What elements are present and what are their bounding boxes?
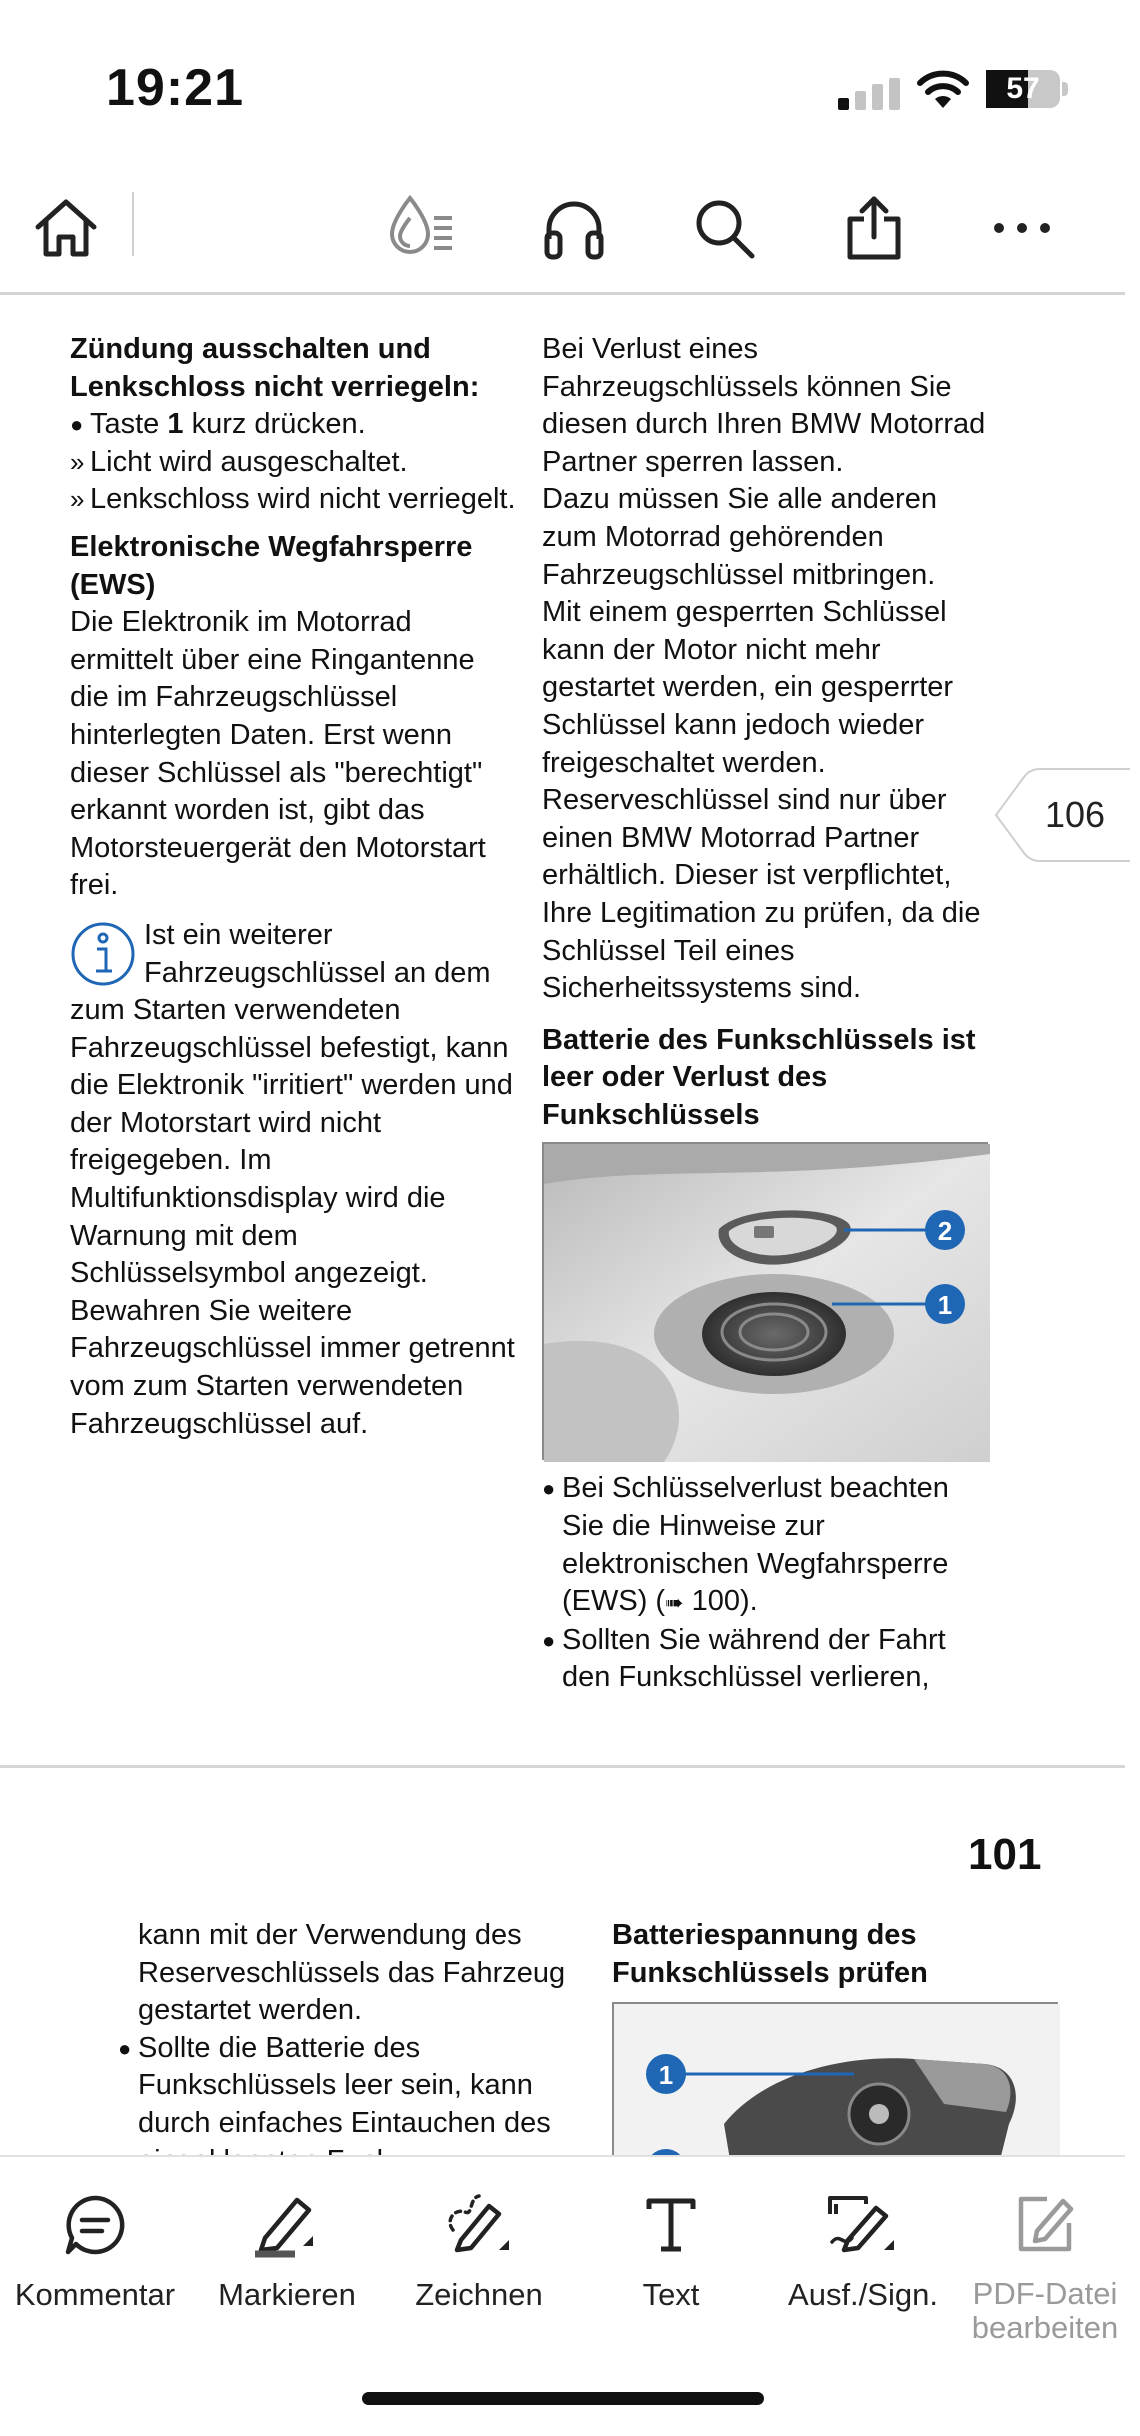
paragraph: Bei Verlust eines Fahrzeugschlüssels können Sie diesen durch Ihren BMW Motorrad Partner sperren lassen. <box>542 333 986 478</box>
search-icon[interactable] <box>686 190 762 266</box>
read-aloud-icon[interactable] <box>384 190 460 266</box>
page-tab-number: 106 <box>1044 794 1106 835</box>
battery-icon <box>986 70 1068 108</box>
top-toolbar <box>0 170 1125 290</box>
paragraph: Dazu müssen Sie alle anderen zum Motorrad gehörenden Fahrzeugschlüssel mitbringen. <box>542 483 937 591</box>
paragraph: Bewahren Sie weitere Fahrzeugschlüssel immer getrennt vom zum Starten verwendeten Fahrzeugschlüssel auf. <box>70 1294 515 1440</box>
page-divider <box>0 1765 1125 1768</box>
paragraph: Mit einem gesperrten Schlüssel kann der Motor nicht mehr gestartet werden, ein gesperrter Schlüssel kann jedoch wieder freigeschaltet werden. <box>542 596 954 779</box>
fill-sign-icon <box>825 2187 901 2263</box>
tool-highlight[interactable]: Markieren <box>192 2187 382 2313</box>
result-item: » Licht wird ausgeschaltet. <box>70 445 408 478</box>
cellular-signal-icon <box>838 78 900 110</box>
section-heading: Batteriespannung des Funkschlüssels prüfen <box>612 1919 928 1989</box>
headphones-icon[interactable] <box>536 190 612 266</box>
cross-reference-arrow: ➠ <box>665 1590 684 1616</box>
highlight-icon <box>249 2187 325 2263</box>
callout-2: 2 <box>937 1216 953 1247</box>
document-viewer[interactable] <box>0 295 1125 2155</box>
draw-icon <box>441 2187 517 2263</box>
callout-1: 1 <box>658 2060 674 2091</box>
comment-icon <box>57 2187 133 2263</box>
paragraph: kann mit der Verwendung des Reserveschlüssels das Fahrzeug gestartet werden. <box>138 1919 566 2027</box>
page-top-right-column <box>542 331 992 1697</box>
result-item: » Lenkschloss wird nicht verriegelt. <box>70 483 516 516</box>
list-item: ● Taste 1 kurz drücken. <box>70 408 366 441</box>
status-bar <box>0 0 1125 160</box>
more-icon[interactable] <box>984 190 1060 266</box>
battery-level: 57 <box>1006 72 1040 105</box>
home-indicator[interactable] <box>362 2392 764 2405</box>
home-icon[interactable] <box>28 190 104 266</box>
edit-pdf-icon <box>1007 2187 1083 2263</box>
key-holder-figure <box>542 1142 988 1460</box>
list-item: ● Sollten Sie während der Fahrt den Funkschlüssel verlieren, <box>542 1623 946 1694</box>
wifi-icon <box>916 68 970 110</box>
page-tab[interactable] <box>990 767 1130 863</box>
section-heading: Elektronische Wegfahrsperre (EWS) <box>70 530 473 601</box>
callout-1: 1 <box>937 1290 953 1321</box>
tool-fill-sign[interactable]: Ausf./Sign. <box>768 2187 958 2313</box>
section-heading: Batterie des Funkschlüssels ist leer oder Verlust des Funkschlüssels <box>542 1023 976 1131</box>
tool-text[interactable]: Text <box>576 2187 766 2313</box>
paragraph: Die Elektronik im Motorrad ermittelt über eine Ringantenne die im Fahrzeugschlüssel hinterlegten Daten. Erst wenn dieser Schlüssel als "berechtigt" erkannt worden ist, gibt das Motorsteuergerät den Motorstart frei. <box>70 606 486 902</box>
list-item: ● Sollte die Batterie des Funkschlüssels leer sein, kann durch einfaches Eintauchen des <box>118 2031 551 2139</box>
info-icon <box>70 921 136 987</box>
tool-draw[interactable]: Zeichnen <box>384 2187 574 2313</box>
share-icon[interactable] <box>836 190 912 266</box>
paragraph: Reserveschlüssel sind nur über einen BMW Motorrad Partner erhältlich. Dieser ist verpflichtet, Ihre Legitimation zu prüfen, da die Schlüssel Teil eines Sicherheitssystems sind. <box>542 784 981 1005</box>
info-note: Ist ein weiterer Fahrzeugschlüssel an dem zum Starten verwendeten Fahrzeugschlüssel befestigt, kann die Elektronik "irritiert" werden und der Motorstart wird nicht freigegeben. Im Multifunktionsdisplay wird die Warnung mit dem Schlüsselsymbol angezeigt. <box>70 918 513 1290</box>
toolbar-separator <box>132 192 134 256</box>
page-number: 101 <box>968 1830 1042 1879</box>
page-bottom-right-column <box>612 1917 1062 2182</box>
list-item: ● Bei Schlüsselverlust beachten Sie die Hinweise zur elektronischen Wegfahrsperre (EWS) (➠ 100). <box>542 1472 949 1618</box>
section-heading: Zündung ausschalten und Lenkschloss nicht verriegeln: <box>70 333 480 403</box>
status-time: 19:21 <box>106 59 244 117</box>
tool-edit-pdf[interactable]: PDF-Datei bearbeiten <box>960 2187 1130 2345</box>
page-top-left-column <box>70 331 520 1443</box>
page-bottom-left-column <box>118 1917 588 2180</box>
tool-comment[interactable]: Kommentar <box>0 2187 190 2313</box>
text-icon <box>633 2187 709 2263</box>
